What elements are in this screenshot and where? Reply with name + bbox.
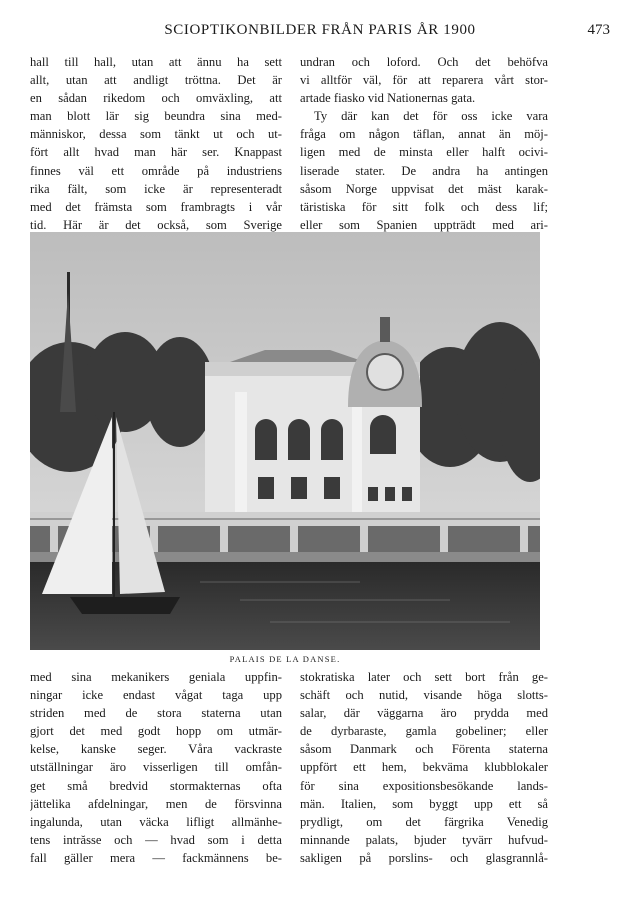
text-line: hall till hall, utan att ännu ha sett xyxy=(30,55,282,69)
text-line: med sina mekanikers geniala uppfin- xyxy=(30,670,282,684)
text-line: såsom Danmark och Förenta staterna xyxy=(300,742,548,757)
palais-de-la-danse-illustration xyxy=(30,232,540,650)
text-line: sakligen på porslins- och glasgrannlå- xyxy=(300,850,548,865)
text-line: uppfört ett hem, bekväma klubblokaler xyxy=(300,760,548,775)
text-line: vi alltför väl, för att reparera vårt stor- xyxy=(300,73,548,88)
text-line: tens intrăsse och — hvad som i detta xyxy=(30,832,282,847)
text-line: gjort det med godt hopp om utmär- xyxy=(30,724,282,739)
text-line: eller som Spanien uppträdt med ari- xyxy=(300,217,548,232)
text-line: man blott lär sig beundra sina med- xyxy=(30,109,282,124)
text-line: tid. Här är det också, som Sverige xyxy=(30,217,282,232)
text-line: kelse, kanske seger. Våra vackraste xyxy=(30,742,282,757)
text-column-bottom-left xyxy=(30,668,282,867)
text-line: män. Italien, som byggt upp ett så xyxy=(300,796,548,811)
text-line: salar, där väggarna äro prydda med xyxy=(300,706,548,721)
text-line: get små bredvid stormakternas ofta xyxy=(30,778,282,793)
text-line: schäft och nutid, visande höga slotts- xyxy=(300,688,548,703)
text-line: ligen med de minsta eller halft ocivi- xyxy=(300,145,548,160)
text-line: människor, dessa som tänkt ut och ut- xyxy=(30,127,282,142)
text-line: liserade stater. De andra ha antingen xyxy=(300,163,548,178)
text-line: ingalunda, utan väcka lifligt allmänhe- xyxy=(30,814,282,829)
text-column-bottom-right xyxy=(300,668,548,867)
text-line: Ty där kan det för oss icke vara xyxy=(314,109,548,124)
page-header xyxy=(30,22,610,44)
text-line: med det främsta som frambragts i vår xyxy=(30,199,282,214)
text-line: fall gäller mera — fackmännens be- xyxy=(30,850,282,865)
text-line: striden med de stora staterna utan xyxy=(30,706,282,721)
text-line: fört allt hvad man här ser. Knappast xyxy=(30,145,282,160)
text-line: ningar icke endast vågat taga upp xyxy=(30,688,282,703)
running-title: SCIOPTIKONBILDER FRÅN PARIS ÅR 1900 xyxy=(164,22,476,38)
text-column-top-left xyxy=(30,53,282,234)
text-line: finnes väl ett område på industriens xyxy=(30,163,282,178)
text-line: såsom Norge uppvisat det mäst karak- xyxy=(300,181,548,196)
text-line: jättelika afdelningar, men de försvinna xyxy=(30,796,282,811)
page-number: 473 xyxy=(587,22,610,38)
text-line: utställningar äro visserligen till omfån- xyxy=(30,760,282,775)
text-line: fråga om någon täflan, annat än möj- xyxy=(300,127,548,142)
text-line: allt, utan att andligt tröttna. Det är xyxy=(30,73,282,88)
text-line: för sina expositionsbesökande lands- xyxy=(300,778,548,793)
text-line: en sådan rikedom och omväxling, att xyxy=(30,91,282,106)
text-line: prydligt, om det färgrika Venedig xyxy=(300,814,548,829)
figure-caption: PALAIS DE LA DANSE. xyxy=(229,654,341,664)
text-line: rika fält, som icke är representeradt xyxy=(30,181,282,196)
figure-photograph xyxy=(30,232,540,650)
text-line: undran och loford. Och det behöfva xyxy=(300,55,548,69)
text-line: stokratiska later och sett bort från ge- xyxy=(300,670,548,684)
text-line: täristiska för sitt folk och dess lif; xyxy=(300,199,548,214)
text-line: de dyrbaraste, gamla gobeliner; eller xyxy=(300,724,548,739)
text-line: minnande palats, bjuder tyvärr hufvud- xyxy=(300,832,548,847)
text-line: artade fiasko vid Nationernas gata. xyxy=(300,91,476,106)
text-column-top-right xyxy=(300,53,548,234)
